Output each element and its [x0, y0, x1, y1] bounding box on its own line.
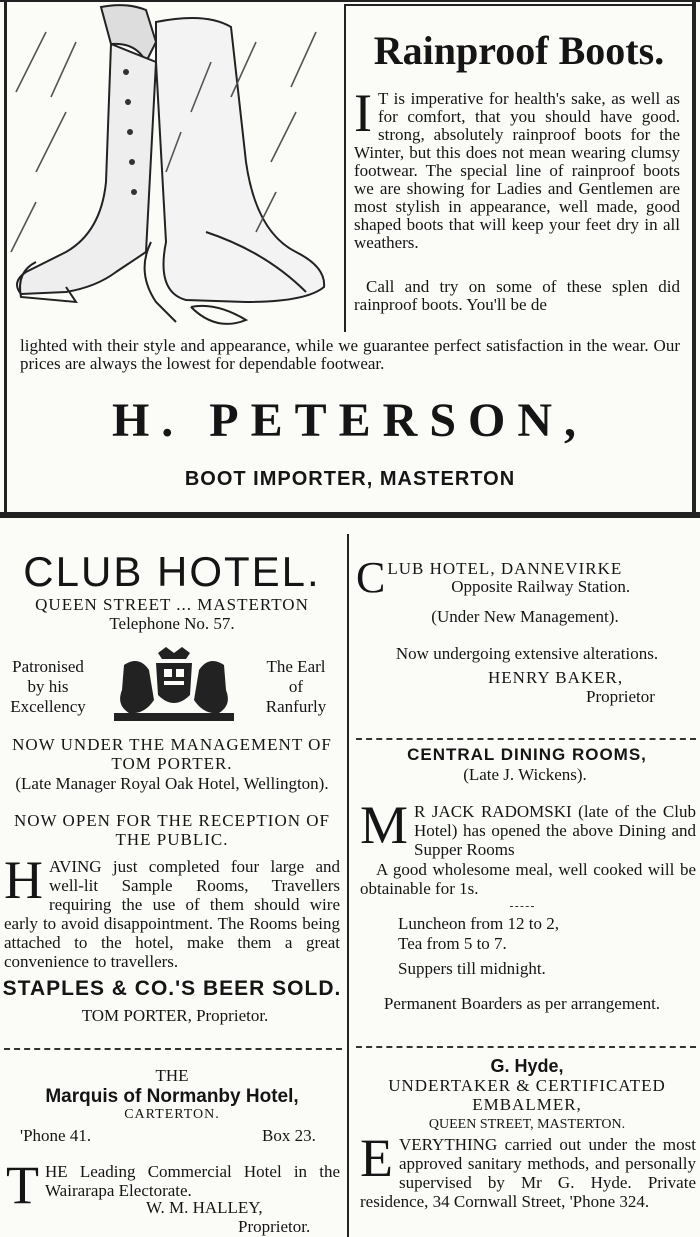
- club-hotel-telephone: Telephone No. 57.: [109, 614, 235, 633]
- marquis-the: THE: [155, 1066, 189, 1085]
- dining-boarders: Permanent Boarders as per arrangement.: [383, 994, 661, 1013]
- dining-luncheon: Luncheon from 12 to 2,: [398, 914, 559, 933]
- dannevirke-sub: Opposite Railway Station.: [451, 577, 631, 596]
- hyde-street: QUEEN STREET, MASTERTON.: [428, 1117, 626, 1132]
- dining-title: CENTRAL DINING ROOMS,: [407, 745, 647, 764]
- rainproof-para3: lighted with their style and appearance, while we guarantee perfect satisfaction in the wear. Our prices are always the lowest for dependable footwear.: [20, 336, 680, 373]
- club-hotel-management: NOW UNDER THE MANAGEMENT OF TOM PORTER.: [12, 735, 332, 773]
- club-hotel-body-text: AVING just completed four large and well-lit Sample Rooms, Travellers requiring the use of them should wire early to avoid disappointment. The Rooms being attached to the hotel, make them a great convenience to travellers.: [4, 857, 340, 971]
- hyde-body-text: VERYTHING carried out under the most approved sanitary methods, and personally supervised by Mr G. Hyde. Private residence, 34 Cornwall Street, 'Phone 324.: [360, 1135, 696, 1211]
- column-divider: [347, 534, 349, 1237]
- hyde-title: G. Hyde,: [490, 1056, 564, 1076]
- dannevirke-role: Proprietor: [586, 687, 655, 706]
- marquis-dropcap: T: [6, 1155, 39, 1215]
- hyde-dropcap: E: [360, 1128, 393, 1188]
- right-column-separator-2: [356, 1046, 696, 1048]
- dannevirke-title: LUB HOTEL, DANNEVIRKE: [387, 559, 623, 578]
- dining-suppers: Suppers till midnight.: [398, 959, 546, 978]
- club-hotel-title: CLUB HOTEL.: [23, 548, 321, 595]
- royal-coat-of-arms: [104, 645, 244, 725]
- club-hotel-proprietor: TOM PORTER, Proprietor.: [81, 1006, 269, 1025]
- dining-meal: A good wholesome meal, well cooked will be obtainable for 1s.: [360, 860, 696, 898]
- ad-frame-bottom: [0, 512, 700, 518]
- rainproof-body-text: T is imperative for health's sake, as well as for comfort, that you should have good. strong, absolutely rainproof boots for the Winter, but this does not mean wearing clumsy footwear. The special line of rainproof boots we are showing for Ladies and Gentlemen are most stylish in appearance, well made, good shaped boots that will keep your feet dry in all weathers.: [354, 89, 680, 252]
- patron-right: The Earl of Ranfurly: [265, 657, 327, 716]
- dannevirke-header: [356, 553, 694, 602]
- marquis-name: W. M. HALLEY,: [146, 1198, 263, 1217]
- dining-body-text: R JACK RADOMSKI (late of the Club Hotel) has opened the above Dining and Supper Rooms: [414, 802, 696, 859]
- dining-late: (Late J. Wickens).: [463, 765, 587, 784]
- marquis-box: Box 23.: [262, 1126, 316, 1145]
- dining-short-rule: [510, 906, 534, 907]
- patron-left: Patronised by his Excellency: [10, 657, 86, 716]
- rainproof-body: [354, 83, 680, 252]
- club-hotel-open: NOW OPEN FOR THE RECEPTION OF THE PUBLIC.: [14, 811, 330, 849]
- dining-tea: Tea from 5 to 7.: [398, 934, 507, 953]
- dannevirke-management: (Under New Management).: [431, 607, 619, 626]
- dining-dropcap: M: [360, 795, 409, 855]
- dannevirke-alterations: Now undergoing extensive alterations.: [395, 644, 659, 663]
- dannevirke-name: HENRY BAKER,: [488, 668, 624, 687]
- club-hotel-late: (Late Manager Royal Oak Hotel, Wellington).: [15, 774, 329, 793]
- hyde-trade: UNDERTAKER & CERTIFICATED EMBALMER,: [388, 1076, 666, 1114]
- marquis-title: Marquis of Normanby Hotel,: [45, 1086, 299, 1107]
- ad-frame-right: [692, 0, 696, 512]
- club-hotel-body: [4, 850, 340, 971]
- boots-illustration: [6, 2, 341, 326]
- rainproof-dropcap: I: [354, 83, 372, 143]
- club-hotel-beer: STAPLES & CO.'S BEER SOLD.: [2, 977, 342, 1000]
- dannevirke-dropcap: C: [356, 553, 386, 602]
- merchant-subtitle: BOOT IMPORTER, MASTERTON: [184, 468, 516, 490]
- dining-body: [360, 795, 696, 859]
- rainproof-box-left: [344, 4, 346, 332]
- club-hotel-dropcap: H: [4, 850, 43, 910]
- marquis-town: CARTERTON.: [124, 1107, 220, 1122]
- merchant-name: H. PETERSON,: [111, 394, 589, 447]
- hyde-body: [360, 1128, 696, 1211]
- rainproof-title: Rainproof Boots.: [373, 28, 665, 73]
- right-column-separator-1: [356, 738, 696, 740]
- rainproof-para2: Call and try on some of these splen did rainproof boots. You'll be de: [354, 277, 680, 314]
- marquis-phone: 'Phone 41.: [20, 1126, 92, 1145]
- rainproof-box-top: [344, 4, 696, 6]
- marquis-role: Proprietor.: [238, 1217, 311, 1236]
- left-column-separator: [4, 1048, 342, 1050]
- club-hotel-address: QUEEN STREET ... MASTERTON: [35, 595, 309, 614]
- marquis-body-text: HE Leading Commercial Hotel in the Wairarapa Electorate.: [45, 1162, 340, 1200]
